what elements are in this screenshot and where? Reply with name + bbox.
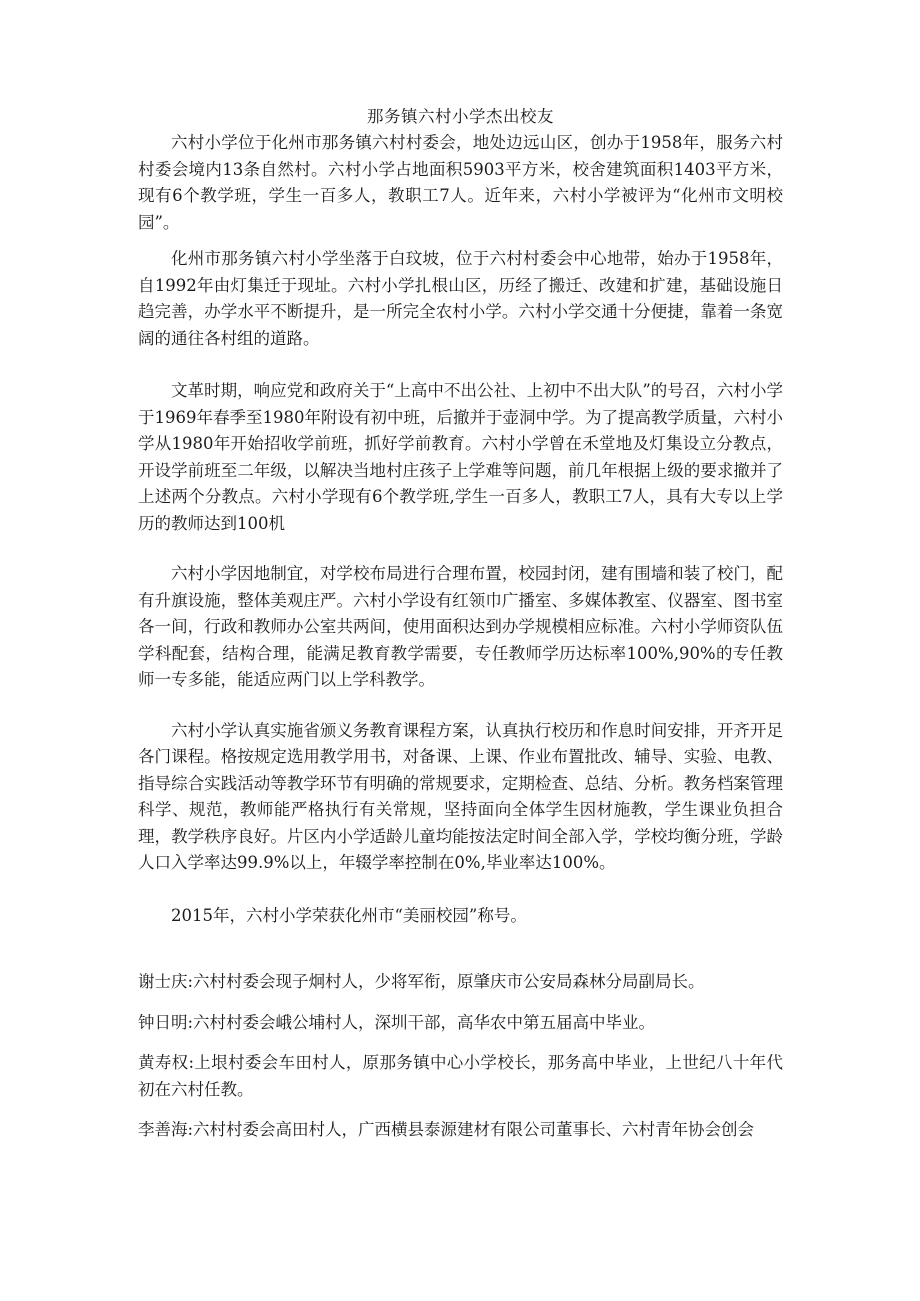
paragraph-intro: 六村小学位于化州市那务镇六村村委会，地处边远山区，创办于1958年，服务六村村委会境内13条自然村。六村小学占地面积5903平方米，校舍建筑面积1403平方米，现有6个教学班，学生一百多人，教职工7人。近年来，六村小学被评为“化州市文明校园”。	[138, 133, 783, 232]
paragraph-curriculum: 六村小学认真实施省颁义务教育课程方案，认真执行校历和作息时间安排，开齐开足各门课程。格按规定选用教学用书，对备课、上课、作业布置批改、辅导、实验、电教、指导综合实践活动等教学环节有明确的常规要求，定期检查、总结、分析。教务档案管理科学、规范，教师能严格执行有关常规，坚持面向全体学生因材施教，学生课业负担合理，教学秩序良好。片区内小学适龄儿童均能按法定时间全部入学，学校均衡分班，学龄人口入学率达99.9%以上，年辍学率控制在0%,毕业率达100%。	[138, 720, 783, 872]
paragraph-location: 化州市那务镇六村小学坐落于白玟坡，位于六村村委会中心地带，始办于1958年，自1992年由灯集迁于现址。六村小学扎根山区，历经了搬迁、改建和扩建，基础设施日趋完善，办学水平不断提升，是一所完全农村小学。六村小学交通十分便捷，靠着一条宽阔的通往各村组的道路。	[138, 249, 783, 348]
alumni-list	[138, 969, 783, 1144]
alumni-item: 黄寿权:上垠村委会车田村人，原那务镇中心小学校长，那务高中毕业，上世纪八十年代初在六村任教。	[138, 1053, 783, 1099]
alumni-item: 李善海:六村村委会高田村人，广西横县泰源建材有限公司董事长、六村青年协会创会	[138, 1120, 755, 1139]
document-title: 那务镇六村小学杰出校友	[367, 107, 554, 126]
paragraph-award: 2015年，六村小学荣获化州市“美丽校园”称号。	[171, 905, 527, 925]
alumni-item: 谢士庆:六村村委会现子炯村人，少将军衔，原肇庆市公安局森林分局副局长。	[138, 972, 705, 991]
alumni-item: 钟日明:六村村委会峨公埔村人，深圳干部，高华农中第五届高中毕业。	[138, 1012, 656, 1032]
document-page	[138, 104, 783, 1158]
paragraph-facilities: 六村小学因地制宜，对学校布局进行合理布置，校园封闭，建有围墙和装了校门，配有升旗设施，整体美观庄严。六村小学设有红领巾广播室、多媒体教室、仪器室、图书室各一间，行政和教师办公室共两间，使用面积达到办学规模相应标准。六村小学师资队伍学科配套，结构合理，能满足教育教学需要，专任教师学历达标率100%,90%的专任教师一专多能，能适应两门以上学科教学。	[138, 564, 783, 689]
paragraph-history: 文革时期，响应党和政府关于“上高中不出公社、上初中不出大队”的号召，六村小学于1969年春季至1980年附设有初中班，后撤并于壶洞中学。为了提高教学质量，六村小学从1980年开始招收学前班，抓好学前教育。六村小学曾在禾堂地及灯集设立分教点，开设学前班至二年级，以解决当地村庄孩子上学难等问题，前几年根据上级的要求撤并了上述两个分教点。六村小学现有6个教学班,学生一百多人，教职工7人，具有大专以上学历的教师达到100机	[138, 381, 783, 533]
